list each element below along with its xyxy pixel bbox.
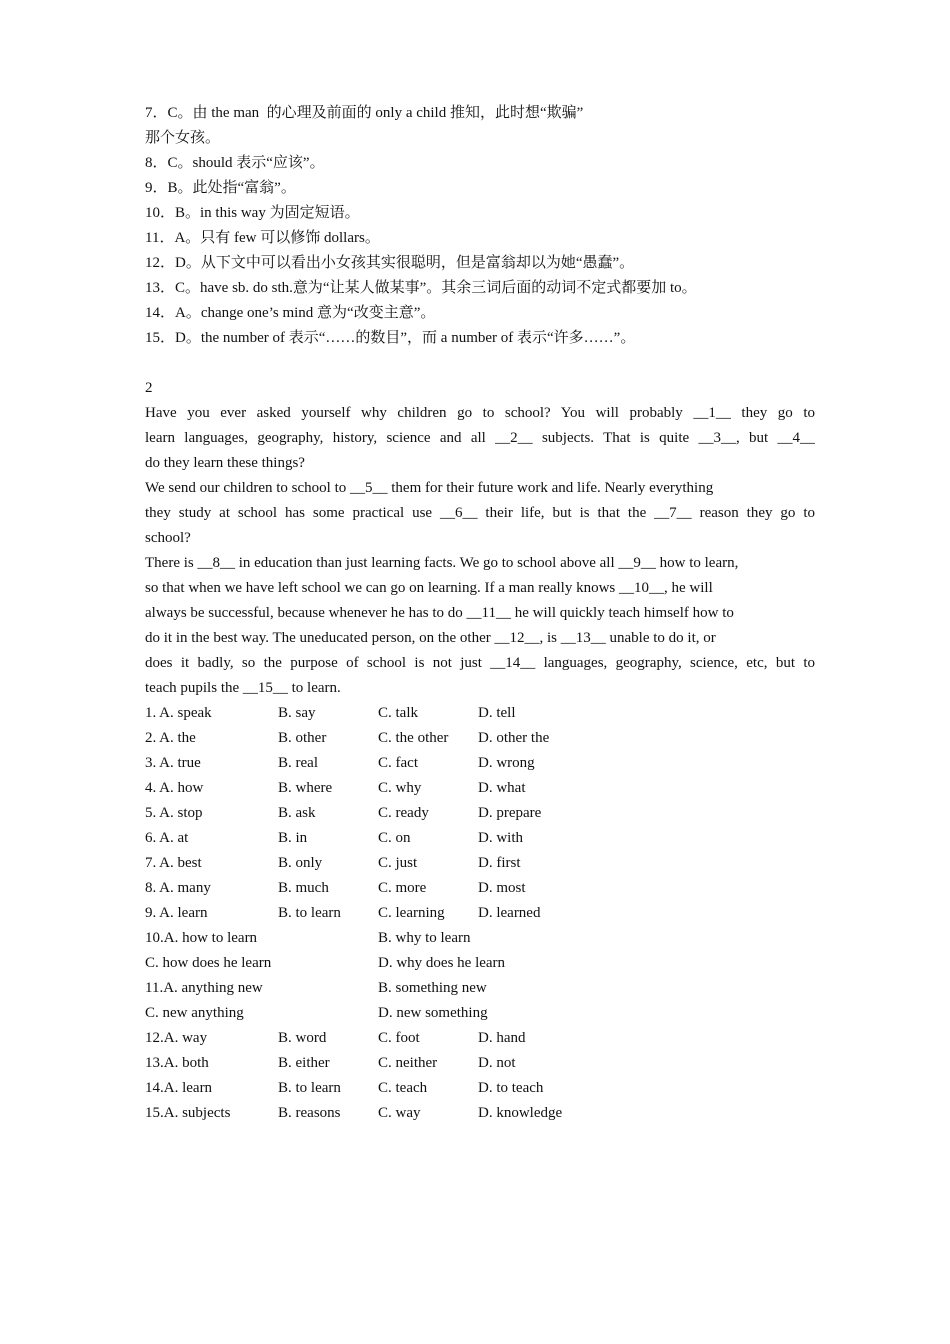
option-a: 9. A. learn [145, 905, 208, 921]
option-b: B. to learn [278, 905, 341, 921]
option-c: C. talk [378, 705, 418, 721]
answer-line: 12．D。从下文中可以看出小女孩其实很聪明，但是富翁却以为她“愚蠢”。 [145, 255, 635, 271]
option-a: 15.A. subjects [145, 1105, 231, 1121]
passage-line: We send our children to school to __5__ them for their future work and life. Nearly everything [145, 480, 714, 496]
option-d: D. knowledge [478, 1105, 563, 1121]
option-c: C. learning [378, 905, 445, 921]
option-c: C. neither [378, 1055, 438, 1071]
option-row [145, 726, 815, 751]
option-left: C. new anything [145, 1005, 244, 1021]
option-a: 5. A. stop [145, 805, 203, 821]
answer-key [145, 101, 815, 351]
option-b: B. other [278, 730, 327, 746]
option-b: B. say [278, 705, 316, 721]
option-d: D. wrong [478, 755, 535, 771]
option-row-two-col [145, 976, 815, 1001]
option-right: D. why does he learn [378, 955, 506, 971]
option-row-two-col [145, 951, 815, 976]
option-b: B. either [278, 1055, 330, 1071]
option-c: C. why [378, 780, 422, 796]
option-b: B. reasons [278, 1105, 341, 1121]
option-b: B. in [278, 830, 308, 846]
option-c: C. on [378, 830, 411, 846]
passage-line: always be successful, because whenever he has to do __11__ he will quickly teach himself how to [145, 605, 734, 621]
answer-line: 10．B。in this way 为固定短语。 [145, 205, 360, 221]
option-d: D. learned [478, 905, 541, 921]
option-a: 14.A. learn [145, 1080, 213, 1096]
option-left: 10.A. how to learn [145, 930, 258, 946]
option-b: B. much [278, 880, 329, 896]
option-c: C. teach [378, 1080, 428, 1096]
option-a: 4. A. how [145, 780, 204, 796]
option-row [145, 826, 815, 851]
option-d: D. prepare [478, 805, 542, 821]
option-d: D. hand [478, 1030, 526, 1046]
option-d: D. most [478, 880, 526, 896]
answer-line: 11．A。只有 few 可以修饰 dollars。 [145, 230, 380, 246]
option-row [145, 876, 815, 901]
option-d: D. to teach [478, 1080, 544, 1096]
option-a: 1. A. speak [145, 705, 212, 721]
option-c: C. ready [378, 805, 429, 821]
option-a: 12.A. way [145, 1030, 208, 1046]
option-a: 3. A. true [145, 755, 201, 771]
passage-line: learn languages, geography, history, science and all __2__ subjects. That is quite __3__, but __4__ [145, 430, 815, 446]
option-row-two-col [145, 1001, 815, 1026]
option-d: D. other the [478, 730, 550, 746]
option-row [145, 751, 815, 776]
passage-line: do they learn these things? [145, 455, 305, 471]
option-a: 2. A. the [145, 730, 196, 746]
passage-line: does it badly, so the purpose of school is not just __14__ languages, geography, science, etc, but to [145, 655, 815, 671]
option-c: C. more [378, 880, 427, 896]
answer-line: 7．C。由 the man 的心理及前面的 only a child 推知，此时想“欺骗” [145, 105, 584, 121]
option-d: D. first [478, 855, 521, 871]
passage-line: do it in the best way. The uneducated person, on the other __12__, is __13__ unable to do it, or [145, 630, 716, 646]
passage-line: they study at school has some practical use __6__ their life, but is that the __7__ reason they go to [145, 505, 815, 521]
option-b: B. where [278, 780, 333, 796]
option-b: B. word [278, 1030, 327, 1046]
option-c: C. just [378, 855, 418, 871]
option-a: 13.A. both [145, 1055, 209, 1071]
option-b: B. ask [278, 805, 316, 821]
option-d: D. with [478, 830, 523, 846]
option-right: B. why to learn [378, 930, 471, 946]
passage-line: teach pupils the __15__ to learn. [145, 680, 341, 696]
document-content [145, 101, 815, 1126]
option-row [145, 1051, 815, 1076]
option-row [145, 1026, 815, 1051]
option-c: C. foot [378, 1030, 420, 1046]
option-left: 11.A. anything new [145, 980, 263, 996]
option-row [145, 901, 815, 926]
passage-line: Have you ever asked yourself why children go to school? You will probably __1__ they go to [145, 405, 815, 421]
option-left: C. how does he learn [145, 955, 272, 971]
option-row-two-col [145, 926, 815, 951]
option-row [145, 1101, 815, 1126]
option-b: B. real [278, 755, 318, 771]
option-a: 7. A. best [145, 855, 202, 871]
option-right: D. new something [378, 1005, 488, 1021]
option-b: B. only [278, 855, 323, 871]
answer-line: 8．C。should 表示“应该”。 [145, 155, 325, 171]
option-d: D. what [478, 780, 526, 796]
answer-line: 那个女孩。 [145, 130, 221, 146]
option-row [145, 701, 815, 726]
option-d: D. tell [478, 705, 516, 721]
answer-line: 9．B。此处指“富翁”。 [145, 180, 296, 196]
passage-line: school? [145, 530, 191, 546]
passage-line: so that when we have left school we can go on learning. If a man really knows __10__, he will [145, 580, 713, 596]
passage-line: There is __8__ in education than just learning facts. We go to school above all __9__ how to learn, [145, 555, 739, 571]
option-right: B. something new [378, 980, 487, 996]
option-a: 6. A. at [145, 830, 189, 846]
answer-line: 15．D。the number of 表示“……的数目”，而 a number of 表示“许多……”。 [145, 330, 636, 346]
option-c: C. way [378, 1105, 421, 1121]
option-row [145, 851, 815, 876]
option-row [145, 801, 815, 826]
cloze-passage [145, 401, 815, 701]
answer-line: 14．A。change one’s mind 意为“改变主意”。 [145, 305, 436, 321]
option-row [145, 1076, 815, 1101]
blank-line [145, 351, 815, 376]
option-b: B. to learn [278, 1080, 341, 1096]
section-number: 2 [145, 380, 153, 396]
option-a: 8. A. many [145, 880, 211, 896]
options-list [145, 701, 815, 1126]
option-row [145, 776, 815, 801]
answer-line: 13．C。have sb. do sth.意为“让某人做某事”。其余三词后面的动词不定式都要加 to。 [145, 280, 697, 296]
option-c: C. fact [378, 755, 418, 771]
option-c: C. the other [378, 730, 449, 746]
option-d: D. not [478, 1055, 516, 1071]
